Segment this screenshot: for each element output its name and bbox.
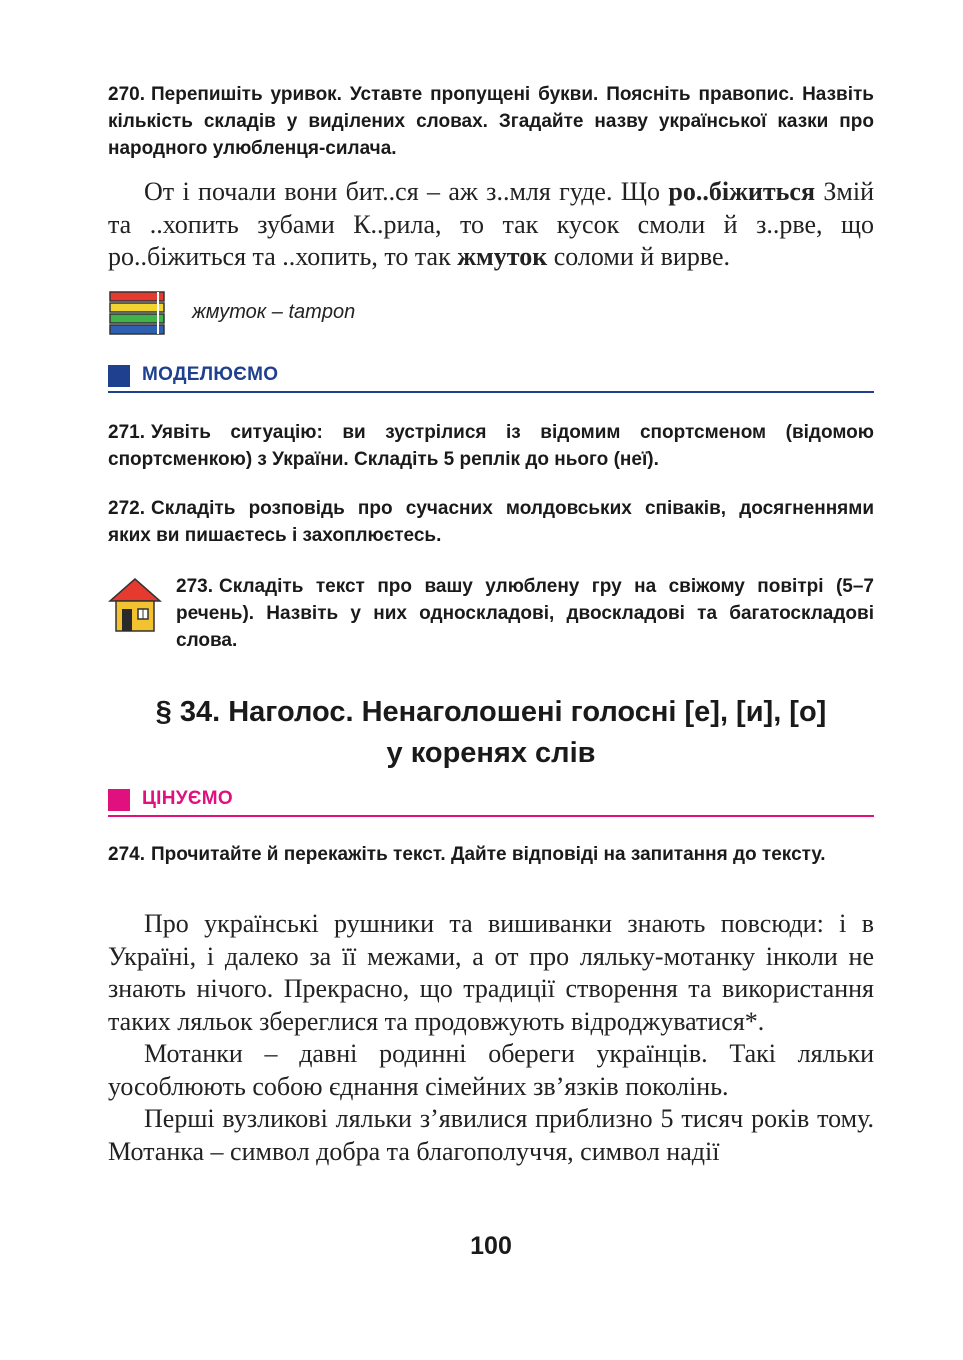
section-label: ЦІНУЄМО [142, 788, 233, 809]
heading-line-1: § 34. Наголос. Ненаголошені голосні [е], [и], [о] [155, 696, 827, 728]
books-icon [108, 289, 168, 341]
excerpt-part: соломи й вирве. [547, 242, 730, 271]
page-number: 100 [470, 1232, 512, 1260]
vocabulary-gloss: жмуток – tampon [192, 301, 356, 323]
excerpt-part: Змій та ..хопить зубами К..рила, то так кусок смоли й з..рве, що ро..біжиться та ..хопить, то так [108, 177, 875, 271]
task-274 [108, 841, 874, 868]
task-273-body [176, 573, 874, 654]
section-header-valuing [108, 786, 874, 816]
task-text: Прочитайте й перекажіть текст. Дайте відповіді на запитання до тексту. [150, 844, 826, 865]
task-number: 272. [108, 498, 145, 519]
heading-line-2: у коренях слів [386, 737, 596, 769]
reading-text [108, 908, 874, 1168]
task-number: 270. [108, 84, 145, 105]
reading-paragraph: Про українські рушники та вишиванки знають повсюди: і в Україні, і далеко за її межами, а от про ляльку-мотанку інколи не знають нічого. Прекрасно, що традиції створення та використання таких ляльок збереглися та продовжують відроджуватися*. [108, 909, 874, 1036]
section-marker [108, 789, 130, 811]
task-273 [108, 573, 874, 657]
task-number: 273. [176, 576, 213, 597]
textbook-page [108, 0, 874, 1360]
excerpt-part: От і почали вони бит..ся – аж з..мля гуде. Що [144, 177, 669, 206]
reading-paragraph: Перші вузликові ляльки з’явилися приблизно 5 тисяч років тому. Мотанка – символ добра та благополуччя, символ надії [108, 1104, 874, 1166]
reading-paragraph: Мотанки – давні родинні обереги українців. Такі ляльки уособлюють собою єднання сімейних зв’язків поколінь. [108, 1039, 874, 1101]
task-text: Уявіть ситуацію: ви зустрілися із відомим спортсменом (відомою спортсменкою) з України. Складіть 5 реплік до нього (неї). [108, 422, 874, 470]
task-272 [108, 495, 874, 549]
highlighted-word: ро..біжиться [668, 177, 816, 206]
task-text: Складіть текст про вашу улюблену гру на свіжому повітрі (5–7 речень). Назвіть у них односкладові, двоскладові та багатоскладові слова. [176, 576, 874, 651]
task-270 [108, 81, 874, 162]
task-text: Перепишіть уривок. Уставте пропущені букви. Поясніть правопис. Назвіть кількість складів у виділених словах. Згадайте назву української казки про народного улюбленця-силача. [108, 84, 874, 159]
section-rule [108, 815, 874, 817]
vocabulary-note [108, 289, 874, 341]
section-marker [108, 365, 130, 387]
task-number: 274. [108, 844, 145, 865]
task-text: Складіть розповідь про сучасних молдовських співаків, досягненнями яких ви пишаєтесь і захоплюєтесь. [108, 498, 874, 546]
section-label: МОДЕЛЮЄМО [142, 364, 279, 385]
task-271 [108, 419, 874, 473]
paragraph-heading [108, 692, 874, 774]
excerpt-text [108, 176, 874, 274]
house-icon [108, 577, 162, 633]
task-number: 271. [108, 422, 145, 443]
section-header-modeling [108, 362, 874, 392]
section-rule [108, 391, 874, 393]
highlighted-word: жмуток [457, 242, 548, 271]
